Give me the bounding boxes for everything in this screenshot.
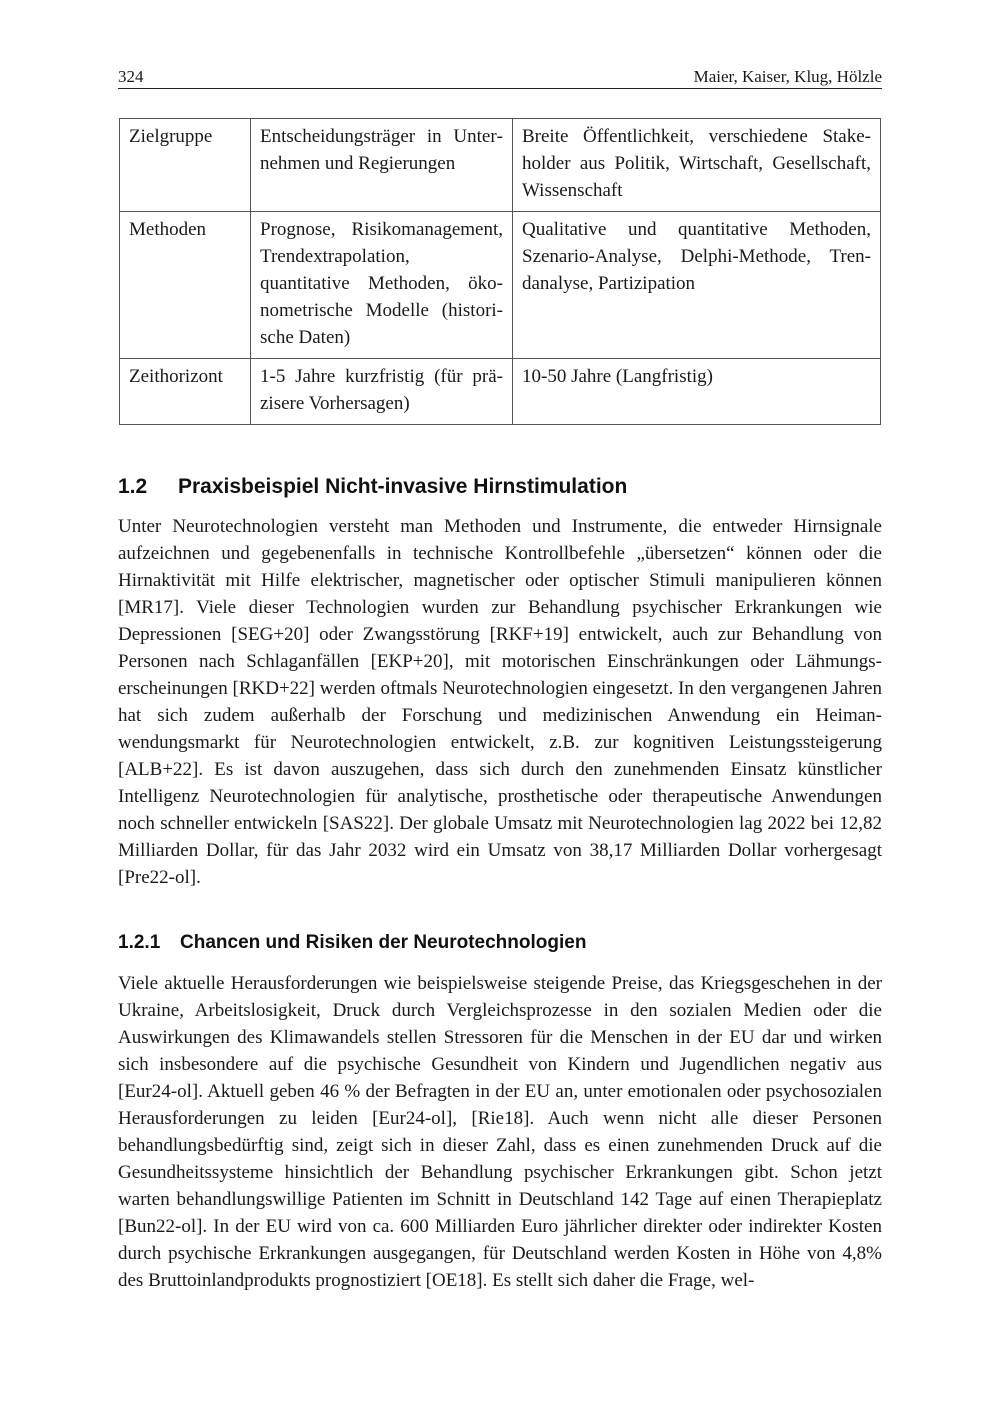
subsection-title: Chancen und Risiken der Neurotechnologien (180, 932, 587, 953)
section-title: Praxisbeispiel Nicht-invasive Hirnstimulation (178, 475, 628, 498)
table-cell: 10-50 Jahre (Langfristig) (513, 359, 881, 425)
table-cell: Breite Öffentlichkeit, verschiedene Stakeholder aus Politik, Wirtschaft, Gesellschaft, Wissenschaft (513, 119, 881, 212)
subsection-number: 1.2.1 (118, 932, 161, 953)
running-header (118, 66, 882, 88)
section-number: 1.2 (118, 475, 148, 498)
table-cell: 1-5 Jahre kurzfristig (für präzisere Vorhersagen) (251, 359, 513, 425)
section-heading (118, 473, 627, 501)
table-row (120, 359, 881, 425)
table-row (120, 119, 881, 212)
subsection-heading (118, 930, 586, 956)
row-label: Zielgruppe (120, 119, 251, 212)
section-paragraph: Unter Neurotechnologien versteht man Methoden und Instrumente, die entweder Hirnsignale aufzeichnen und gegebenenfalls in technische Kontrollbefehle „übersetzen“ können oder die Hirnaktivität mit Hilfe elektrischer, magnetischer oder optischer Stimuli manipulieren können [MR17]. Viele dieser Technologien wurden zur Behandlung psychischer Erkrankungen wie Depressionen [SEG+20] oder Zwangsstörung [RKF+19] entwickelt, auch zur Behandlung von Personen nach Schlaganfällen [EKP+20], mit motorischen Einschränkungen oder Lähmungserscheinungen [RKD+22] werden oftmals Neurotechnologien eingesetzt. In den vergangenen Jahren hat sich zudem außerhalb der Forschung und medizinischen Anwendung ein Heimanwendungsmarkt für Neurotechnologien entwickelt, z.B. zur kognitiven Leistungssteigerung [ALB+22]. Es ist davon auszugehen, dass sich durch den zunehmenden Einsatz künstlicher Intelligenz Neurotechnologien für analytische, prosthetische oder therapeutische Anwendungen noch schneller entwickeln [SAS22]. Der globale Umsatz mit Neurotechnologien lag 2022 bei 12,82 Milliarden Dollar, für das Jahr 2032 wird ein Umsatz von 38,17 Milliarden Dollar vorhergesagt [Pre22-ol]. (118, 516, 882, 888)
header-authors: Maier, Kaiser, Klug, Hölzle (693, 67, 882, 86)
table-row (120, 212, 881, 359)
table-cell: Prognose, Risikomanagement, Trendextrapolation, quantitative Methoden, ökonometrische Modelle (historische Daten) (251, 212, 513, 359)
table-cell: Qualitative und quantitative Methoden, Szenario-Analyse, Delphi-Methode, Trendanalyse, Partizipation (513, 212, 881, 359)
row-label: Zeithorizont (120, 359, 251, 425)
table-cell: Entscheidungsträger in Unternehmen und Regierungen (251, 119, 513, 212)
header-rule (118, 88, 882, 89)
page-number: 324 (118, 67, 144, 86)
subsection-paragraph: Viele aktuelle Herausforderungen wie beispielsweise steigende Preise, das Kriegsgeschehen in der Ukraine, Arbeitslosigkeit, Druck durch Vergleichsprozesse in den sozialen Medien oder die Auswirkungen des Klimawandels stellen Stressoren für die Menschen in der EU dar und wirken sich insbesondere auf die psychische Gesundheit von Kindern und Jugendlichen negativ aus [Eur24-ol]. Aktuell geben 46 % der Befragten in der EU an, unter emotionalen oder psychosozialen Herausforderungen zu leiden [Eur24-ol], [Rie18]. Auch wenn nicht alle dieser Personen behandlungsbedürftig sind, zeigt sich in dieser Zahl, dass es einen zunehmenden Druck auf die Gesundheitssysteme hinsichtlich der Behandlung psychischer Erkrankungen gibt. Schon jetzt warten behandlungswillige Patienten im Schnitt in Deutschland 142 Tage auf einen Therapieplatz [Bun22-ol]. In der EU wird von ca. 600 Milliarden Euro jährlicher direkter oder indirekter Kosten durch psychische Erkrankungen ausgegangen, für Deutschland werden Kosten in Höhe von 4,8% des Bruttoinlandprodukts prognostiziert [OE18]. Es stellt sich daher die Frage, wel- (118, 973, 882, 1291)
comparison-table (119, 118, 881, 425)
row-label: Methoden (120, 212, 251, 359)
